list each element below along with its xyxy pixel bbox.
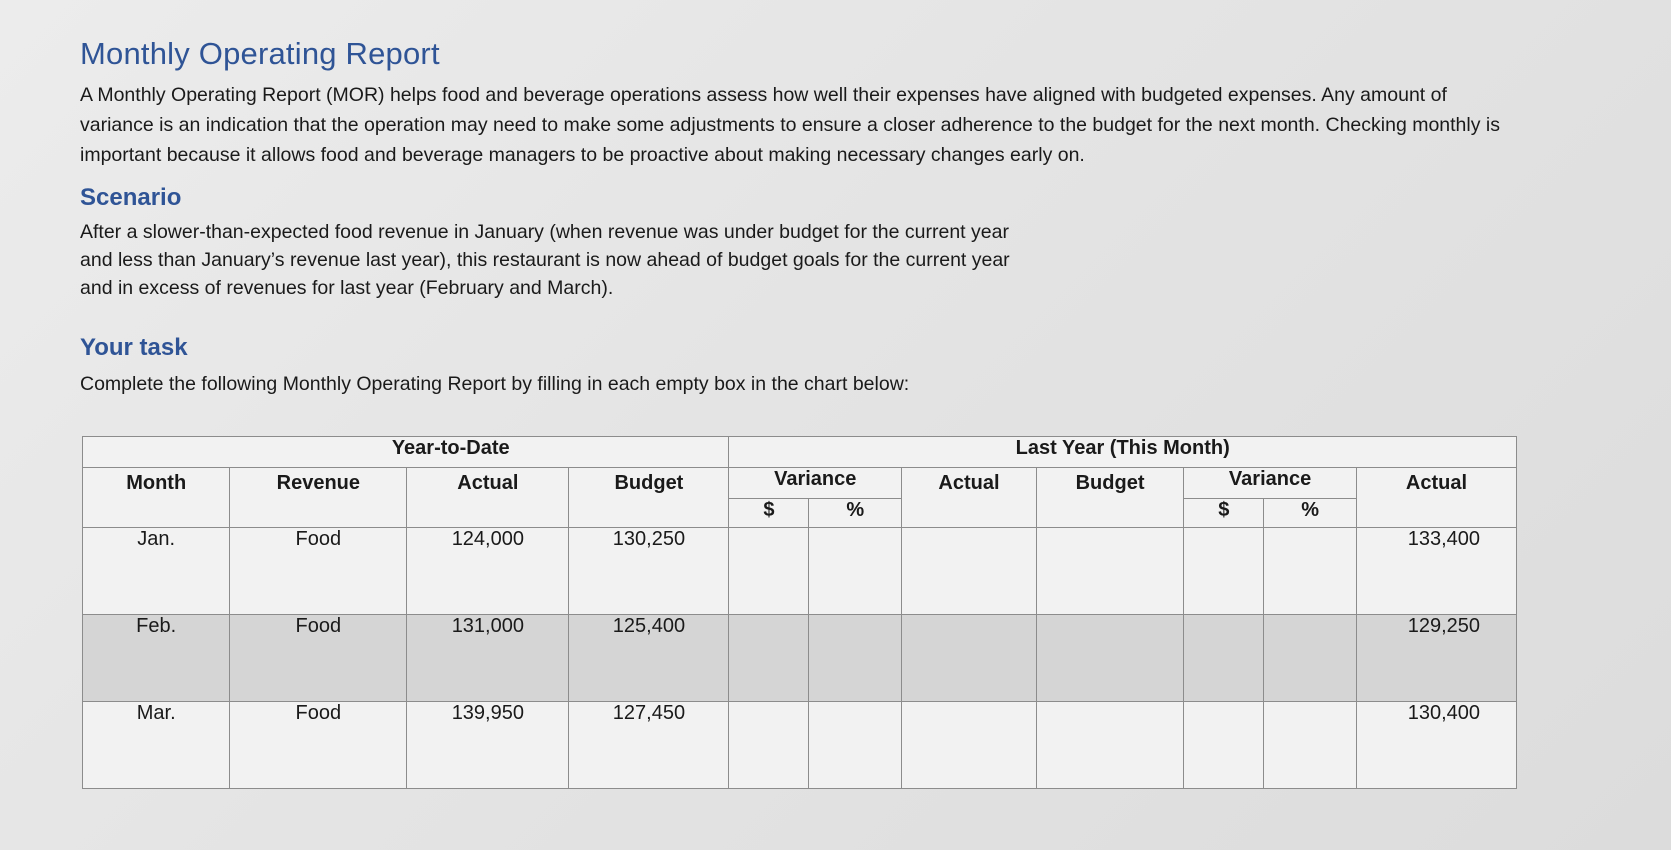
cell-actual: 131,000 bbox=[407, 615, 569, 702]
operating-report-table bbox=[82, 436, 1517, 789]
group-header-row bbox=[83, 437, 1517, 468]
header-variance: Variance bbox=[729, 468, 902, 499]
header-revenue: Revenue bbox=[230, 468, 407, 528]
header-actual: Actual bbox=[407, 468, 569, 528]
cell-budget-2[interactable] bbox=[1036, 528, 1183, 615]
scenario-paragraph: After a slower-than-expected food revenue in January (when revenue was under budget for the current year and less than January’s revenue last year), this restaurant is now ahead of budget goals for the current year and in excess of revenues for last year (February and March). bbox=[80, 221, 1010, 299]
header-month: Month bbox=[83, 468, 230, 528]
task-heading: Your task bbox=[80, 334, 188, 361]
cell-variance-dollar[interactable] bbox=[729, 528, 809, 615]
cell-actual: 139,950 bbox=[407, 702, 569, 789]
task-paragraph: Complete the following Monthly Operating Report by filling in each empty box in the chart below: bbox=[80, 373, 910, 395]
cell-month: Mar. bbox=[83, 702, 230, 789]
header-variance2-dollar: $ bbox=[1184, 499, 1264, 528]
header-budget-2: Budget bbox=[1036, 468, 1183, 528]
cell-variance2-percent[interactable] bbox=[1264, 702, 1357, 789]
header-variance-dollar: $ bbox=[729, 499, 809, 528]
cell-variance2-percent[interactable] bbox=[1264, 528, 1357, 615]
cell-budget: 130,250 bbox=[569, 528, 729, 615]
cell-budget-2[interactable] bbox=[1036, 702, 1183, 789]
cell-actual-2[interactable] bbox=[902, 615, 1037, 702]
group-header-last-year bbox=[729, 437, 1517, 468]
header-variance-percent: % bbox=[809, 499, 902, 528]
cell-revenue: Food bbox=[230, 528, 407, 615]
header-actual-2: Actual bbox=[902, 468, 1037, 528]
header-actual-last-year: Actual bbox=[1356, 468, 1516, 528]
last-year-label: Last Year (This Month) bbox=[1015, 437, 1230, 459]
group-header-ytd bbox=[83, 437, 729, 468]
cell-actual-last-year: 130,400 bbox=[1356, 702, 1516, 789]
header-variance-2: Variance bbox=[1184, 468, 1357, 499]
cell-variance-percent[interactable] bbox=[809, 702, 902, 789]
intro-paragraph: A Monthly Operating Report (MOR) helps food and beverage operations assess how well their expenses have aligned with budgeted expenses. Any amount of variance is an indication that the operation may need to make some adjustments to ensure a closer adherence to the budget for the next month. Checking monthly is important because it allows food and beverage managers to be proactive about making necessary changes early on. bbox=[80, 84, 1500, 166]
cell-variance2-percent[interactable] bbox=[1264, 615, 1357, 702]
cell-actual-last-year: 129,250 bbox=[1356, 615, 1516, 702]
cell-variance2-dollar[interactable] bbox=[1184, 615, 1264, 702]
ytd-label: Year-to-Date bbox=[391, 437, 510, 459]
header-budget: Budget bbox=[569, 468, 729, 528]
cell-month: Feb. bbox=[83, 615, 230, 702]
table-row bbox=[83, 702, 1517, 789]
cell-actual: 124,000 bbox=[407, 528, 569, 615]
table-row bbox=[83, 615, 1517, 702]
cell-budget: 125,400 bbox=[569, 615, 729, 702]
header-variance2-percent: % bbox=[1264, 499, 1357, 528]
cell-revenue: Food bbox=[230, 702, 407, 789]
cell-budget: 127,450 bbox=[569, 702, 729, 789]
table-row bbox=[83, 528, 1517, 615]
page-title: Monthly Operating Report bbox=[80, 36, 440, 71]
scenario-heading: Scenario bbox=[80, 184, 182, 211]
column-header-row bbox=[83, 468, 1517, 499]
cell-month: Jan. bbox=[83, 528, 230, 615]
cell-budget-2[interactable] bbox=[1036, 615, 1183, 702]
cell-revenue: Food bbox=[230, 615, 407, 702]
cell-variance-dollar[interactable] bbox=[729, 702, 809, 789]
cell-variance-dollar[interactable] bbox=[729, 615, 809, 702]
cell-actual-last-year: 133,400 bbox=[1356, 528, 1516, 615]
document-page bbox=[80, 36, 1520, 398]
cell-variance2-dollar[interactable] bbox=[1184, 528, 1264, 615]
cell-actual-2[interactable] bbox=[902, 528, 1037, 615]
cell-variance2-dollar[interactable] bbox=[1184, 702, 1264, 789]
cell-variance-percent[interactable] bbox=[809, 615, 902, 702]
cell-variance-percent[interactable] bbox=[809, 528, 902, 615]
cell-actual-2[interactable] bbox=[902, 702, 1037, 789]
